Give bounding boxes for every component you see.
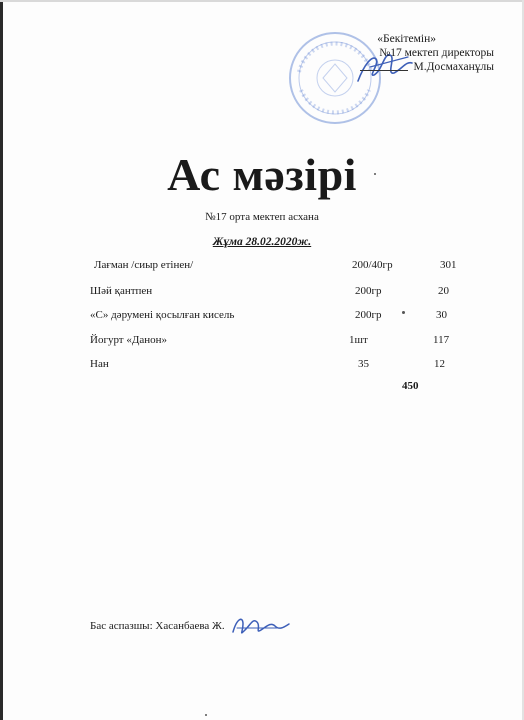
scan-edge	[0, 0, 524, 2]
approval-block	[377, 32, 494, 74]
menu-item-quantity: 200/40гр	[352, 259, 393, 271]
approval-heading: «Бекітемін»	[377, 33, 436, 45]
menu-item-name: Йогурт «Данон»	[90, 334, 168, 346]
menu-item-quantity: 200гр	[355, 285, 382, 297]
menu-item-name: «С» дәрумені қосылған кисель	[90, 309, 235, 321]
menu-item-name: Шәй қантпен	[90, 285, 153, 297]
scan-speck	[374, 173, 376, 175]
head-chef-line: Бас аспазшы: Хасанбаева Ж.	[90, 620, 225, 632]
menu-item-calories: 301	[440, 259, 457, 271]
menu-date: Жұма 28.02.2020ж.	[212, 236, 312, 248]
canteen-name: №17 орта мектеп асхана	[205, 211, 319, 223]
page-title: Ас мәзірі	[167, 149, 357, 200]
menu-item-calories: 117	[433, 334, 450, 346]
scan-edge	[0, 0, 3, 720]
menu-item-quantity: 35	[358, 358, 369, 370]
approval-position: №17 мектеп директоры	[379, 47, 494, 59]
menu-item-name: Нан	[90, 358, 109, 370]
signature-icon	[229, 612, 291, 642]
menu-item-calories: 12	[434, 358, 445, 370]
scan-speck	[402, 311, 405, 314]
menu-item-name: Лағман /сиыр етінен/	[94, 259, 194, 271]
menu-total: 450	[402, 380, 419, 392]
signature-line	[360, 70, 408, 71]
scan-speck	[205, 714, 207, 716]
menu-item-calories: 30	[436, 309, 447, 321]
menu-item-calories: 20	[438, 285, 449, 297]
menu-item-quantity: 200гр	[355, 309, 382, 321]
approval-director-name: М.Досмаханұлы	[413, 61, 494, 73]
menu-item-quantity: 1шт	[349, 334, 368, 346]
